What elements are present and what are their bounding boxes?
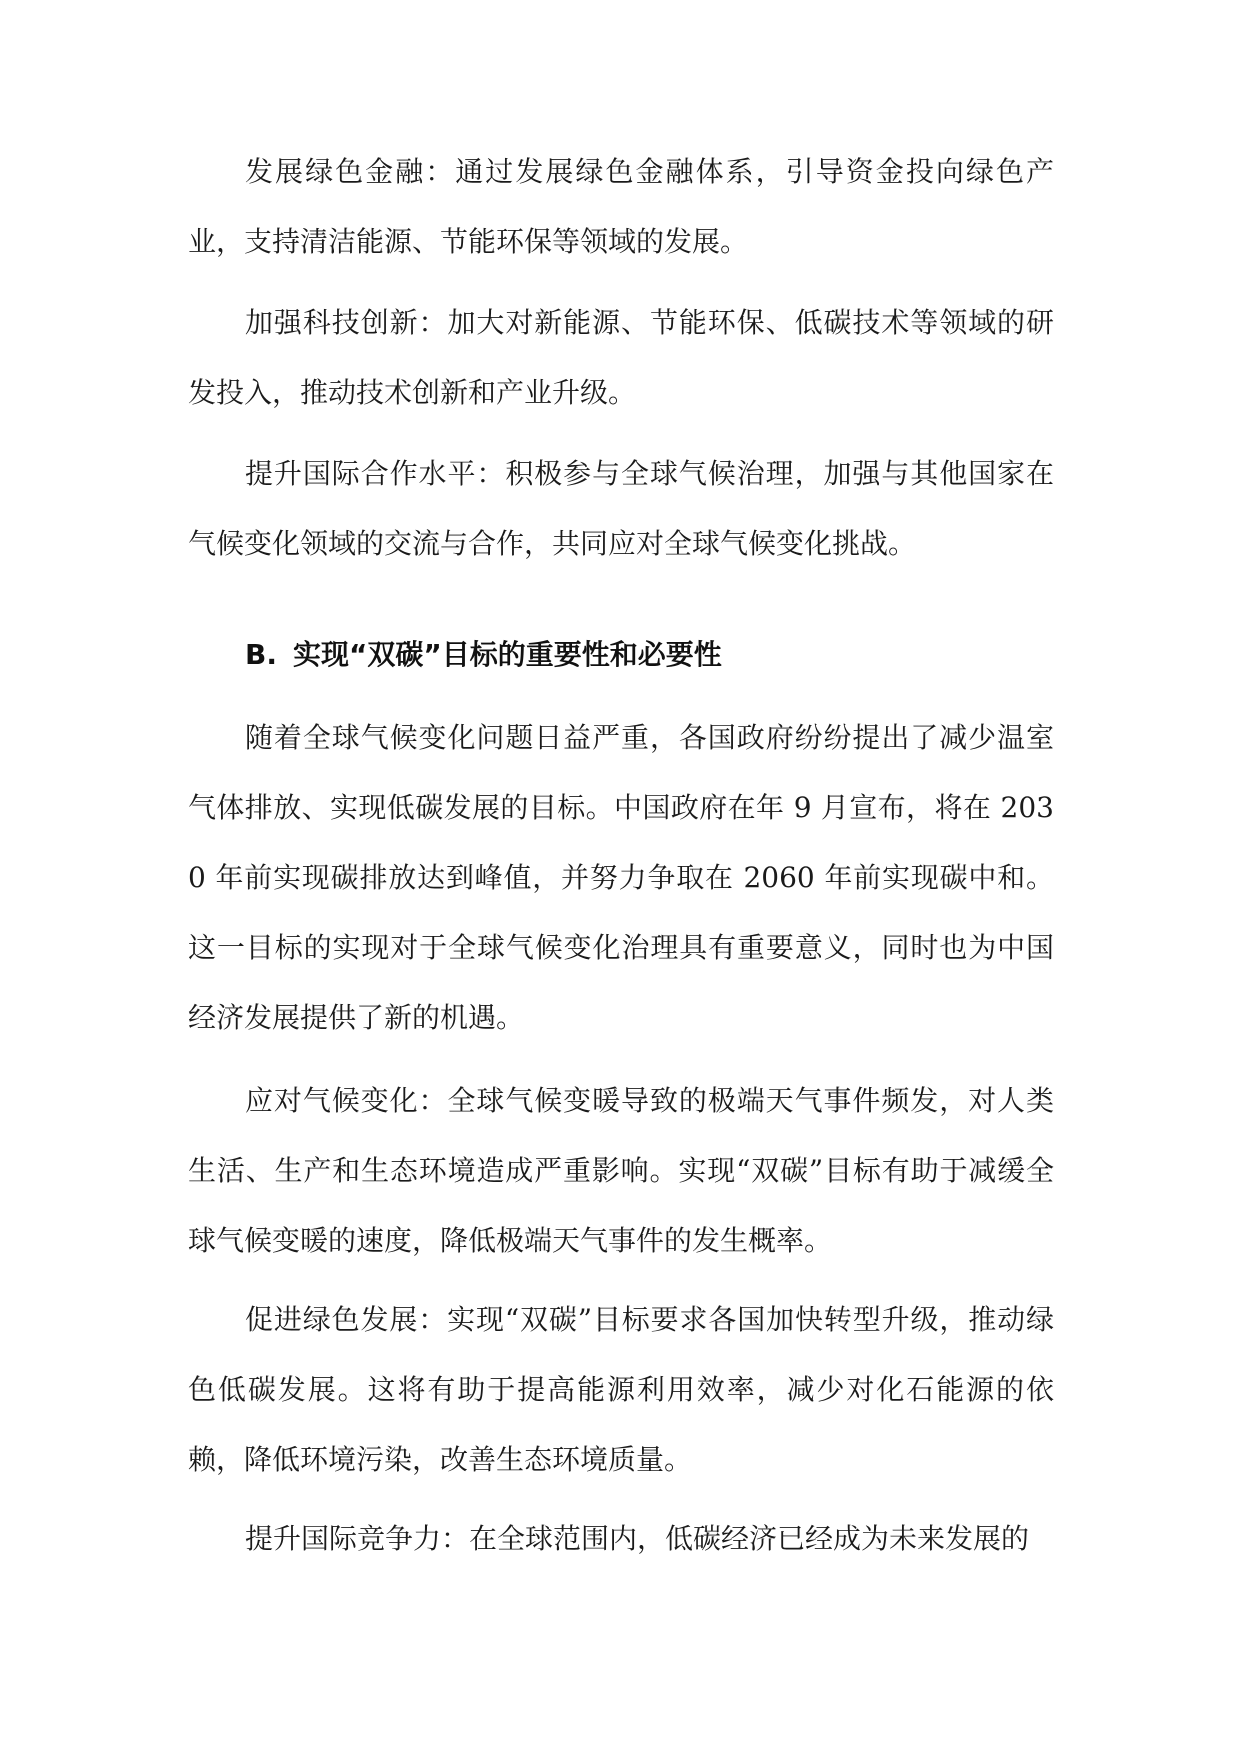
- paragraph-international-cooperation: 提升国际合作水平：积极参与全球气候治理，加强与其他国家在气候变化领域的交流与合作，共同应对全球气候变化挑战。: [188, 457, 1054, 560]
- section-letter: B.: [245, 638, 277, 671]
- section-title: 实现“双碳”目标的重要性和必要性: [292, 638, 722, 671]
- paragraph-green-development: 促进绿色发展：实现“双碳”目标要求各国加快转型升级，推动绿色低碳发展。这将有助于提高能源利用效率，减少对化石能源的依赖，降低环境污染，改善生态环境质量。: [188, 1303, 1054, 1476]
- paragraph-competitiveness: 提升国际竞争力：在全球范围内，低碳经济已经成为未来发展的: [245, 1522, 1030, 1555]
- paragraph-background: 随着全球气候变化问题日益严重，各国政府纷纷提出了减少温室气体排放、实现低碳发展的目标。中国政府在年 9 月宣布，将在 2030 年前实现碳排放达到峰值，并努力争取在 2060 年前实现碳中和。这一目标的实现对于全球气候变化治理具有重要意义，同时也为中国经济发展提供了新的机遇。: [188, 721, 1054, 1034]
- paragraph-climate-response: 应对气候变化：全球气候变暖导致的极端天气事件频发，对人类生活、生产和生态环境造成严重影响。实现“双碳”目标有助于减缓全球气候变暖的速度，降低极端天气事件的发生概率。: [188, 1084, 1054, 1257]
- paragraph-green-finance: 发展绿色金融：通过发展绿色金融体系，引导资金投向绿色产业，支持清洁能源、节能环保等领域的发展。: [188, 155, 1054, 258]
- section-heading: [245, 620, 1045, 690]
- paragraph-tech-innovation: 加强科技创新：加大对新能源、节能环保、低碳技术等领域的研发投入，推动技术创新和产业升级。: [188, 306, 1054, 409]
